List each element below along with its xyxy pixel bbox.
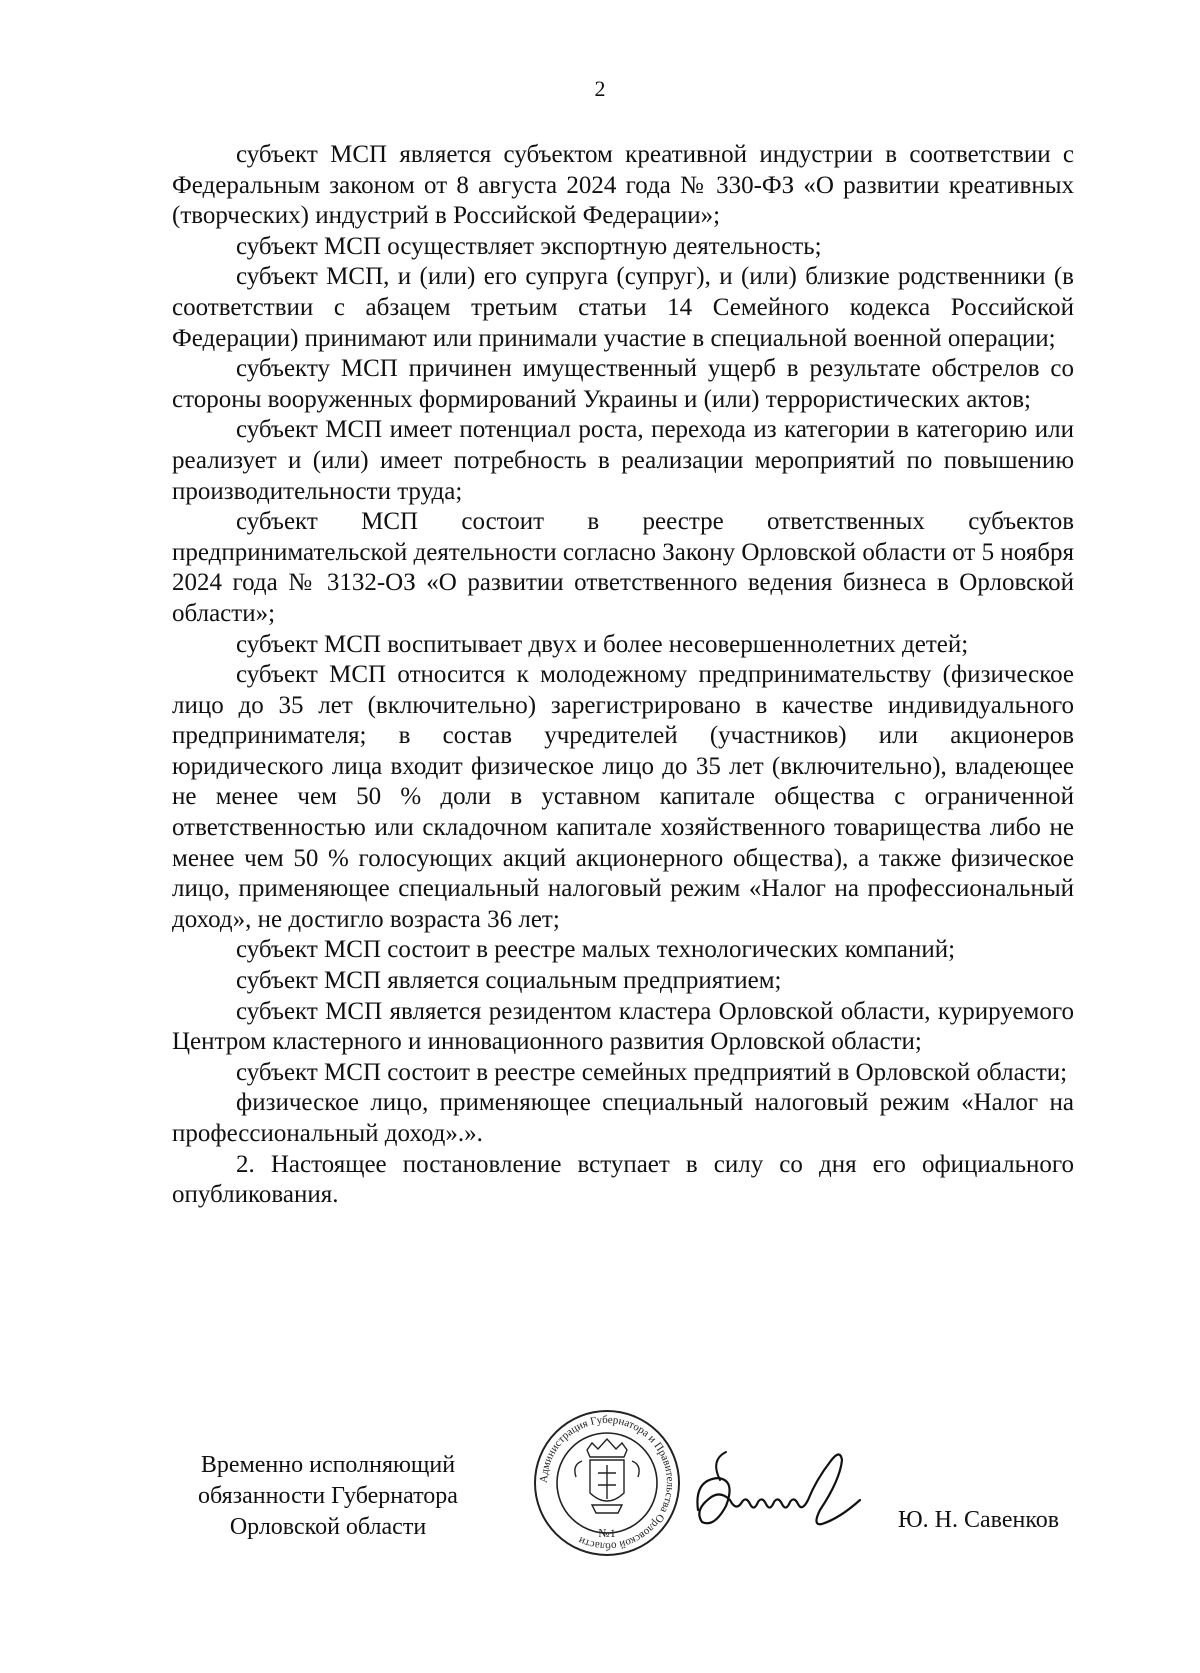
paragraph-svo-participation: субъект МСП, и (или) его супруга (супруг), и (или) близкие родственники (в соответствии с абзацем третьим статьи 14 Семейного кодекса Российской Федерации) принимают или принимали участие в специальной военной операции; <box>172 263 1074 352</box>
seal-number: №1 <box>598 1526 616 1540</box>
signatory-title-line-2: обязанности Губернатора <box>198 1483 458 1509</box>
paragraph-growth-potential: субъект МСП имеет потенциал роста, перехода из категории в категорию или реализует и (или) имеет потребность в реализации мероприятий по повышению производительности труда; <box>172 416 1074 505</box>
paragraph-social-enterprise: субъект МСП является социальным предприятием; <box>236 967 782 995</box>
paragraph-self-employed: физическое лицо, применяющее специальный налоговый режим «Налог на профессиональный доход».». <box>172 1089 1074 1147</box>
paragraph-youth-entrepreneurship: субъект МСП относится к молодежному предпринимательству (физическое лицо до 35 лет (включительно) зарегистрировано в качестве индивидуального предпринимателя; в состав учредителей (участников) или акционеров юридического лица входит физическое лицо до 35 лет (включительно), владеющее не менее чем 50 % доли в уставном капитале общества с ограниченной ответственностью или складочном капитале хозяйственного товарищества либо не менее чем 50 % голосующих акций акционерного общества), а также физическое лицо, применяющее специальный налоговый режим «Налог на профессиональный доход», не достигло возраста 36 лет; <box>172 661 1074 933</box>
signatory-title-line-1: Временно исполняющий <box>200 1452 456 1478</box>
paragraph-creative-industry: субъект МСП является субъектом креативной индустрии в соответствии с Федеральным законом от 8 августа 2024 года № 330-ФЗ «О развитии креативных (творческих) индустрий в Российской Федерации»; <box>172 141 1074 230</box>
handwritten-signature <box>690 1440 880 1550</box>
seal-ring-text: Администрация Губернатора и Правительства Орловской области <box>537 1413 677 1553</box>
paragraph-tech-companies: субъект МСП состоит в реестре малых технологических компаний; <box>236 936 956 964</box>
paragraph-family-enterprise: субъект МСП состоит в реестре семейных предприятий в Орловской области; <box>236 1058 1068 1086</box>
signatory-name: Ю. Н. Савенков <box>898 1507 1060 1533</box>
official-seal <box>532 1405 682 1560</box>
paragraph-responsible-business: субъект МСП состоит в реестре ответственных субъектов предпринимательской деятельности согласно Закону Орловской области от 5 ноября 2024 года № 3132-ОЗ «О развитии ответственного ведения бизнеса в Орловской области»; <box>172 508 1074 627</box>
signatory-title-line-3: Орловской области <box>229 1514 427 1540</box>
page-number: 2 <box>594 76 606 101</box>
coat-of-arms-icon <box>575 1439 639 1513</box>
paragraph-entry-into-force: 2. Настоящее постановление вступает в силу со дня его официального опубликования. <box>172 1150 1074 1209</box>
paragraph-property-damage: субъекту МСП причинен имущественный ущерб в результате обстрелов со стороны вооруженных формирований Украины и (или) террористических актов; <box>172 355 1074 413</box>
paragraph-export: субъект МСП осуществляет экспортную деятельность; <box>236 232 822 260</box>
paragraph-children: субъект МСП воспитывает двух и более несовершеннолетних детей; <box>236 630 969 658</box>
signatory-title <box>178 1450 478 1543</box>
document-body <box>172 140 1074 1211</box>
paragraph-cluster-resident: субъект МСП является резидентом кластера Орловской области, курируемого Центром кластерного и инновационного развития Орловской области; <box>172 997 1074 1056</box>
